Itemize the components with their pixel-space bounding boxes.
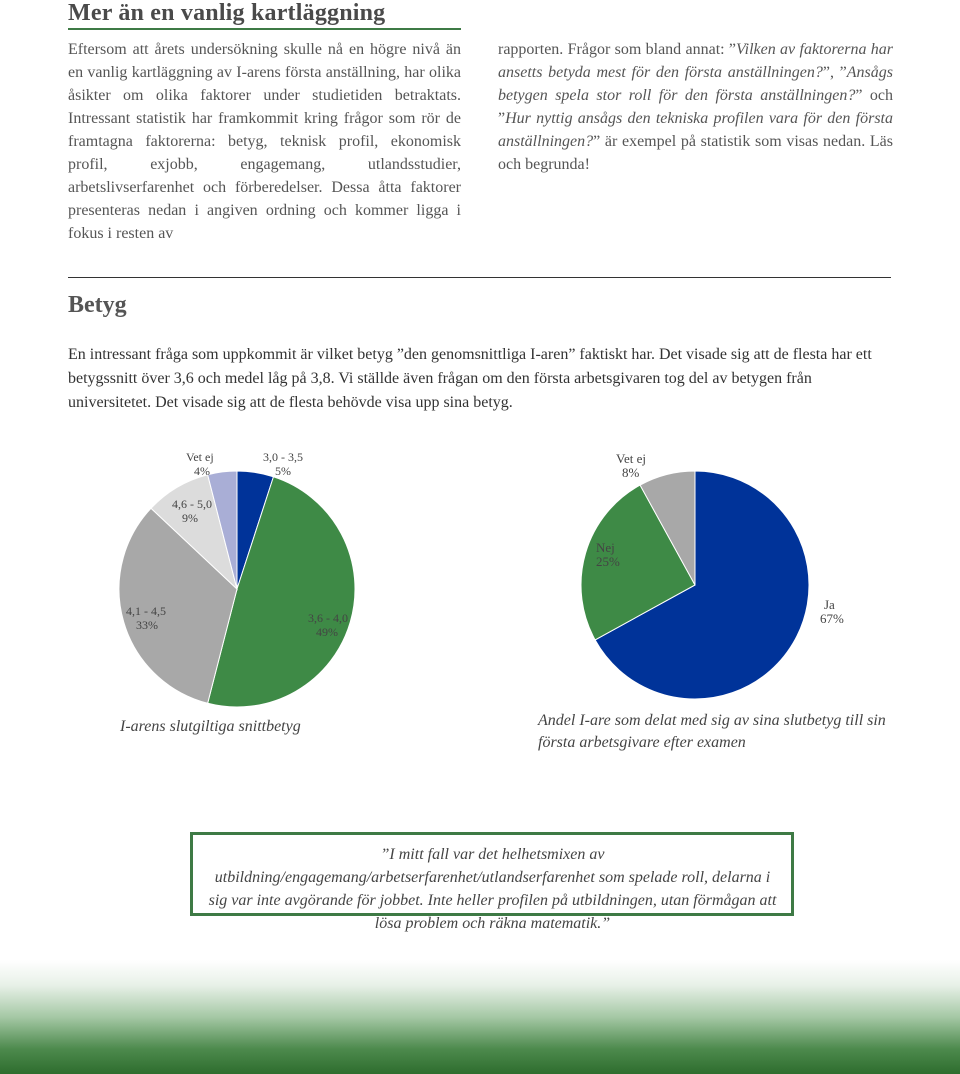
heading-underline xyxy=(68,28,461,30)
intro-text-c: ” och ” xyxy=(498,87,893,127)
intro-question-2: Ansågs betygen spela stor roll för den första anställningen? xyxy=(498,64,893,104)
pie2-label-ja-pct: 67% xyxy=(820,611,844,626)
pie1-label-vet-ej-name: Vet ej xyxy=(186,450,214,464)
pie1-label-4-6 xyxy=(172,497,212,525)
pie2-label-vet-ej xyxy=(616,452,646,480)
pie-chart-snittbetyg xyxy=(118,470,358,710)
intro-text-b: ”, ” xyxy=(822,64,847,81)
pie1-caption: I-arens slutgiltiga snittbetyg xyxy=(120,718,301,735)
pie1-label-3-6-name: 3,6 - 4,0 xyxy=(308,611,348,625)
quote-text: ”I mitt fall var det helhetsmixen av utbildning/engagemang/arbetserfarenhet/utlandserfarenhet som spelade roll, delarna i sig var inte avgörande för jobbet. Inte heller profilen på utbildningen, utan förmågan att lösa problem och räkna matematik.” xyxy=(208,846,777,932)
pie1-label-3-0-pct: 5% xyxy=(275,464,291,478)
intro-column-right xyxy=(498,38,893,176)
intro-paragraph-right xyxy=(498,38,893,176)
intro-column-left xyxy=(68,38,461,245)
intro-question-1: Vilken av faktorerna har ansetts betyda mest för den första anställningen? xyxy=(498,41,894,81)
pie1-label-3-6-pct: 49% xyxy=(316,625,338,639)
footer-gradient-band xyxy=(0,960,960,1074)
pie1-label-3-6 xyxy=(308,611,348,639)
pie2-label-ja-name: Ja xyxy=(824,597,835,612)
pie1-label-4-1-pct: 33% xyxy=(136,618,158,632)
intro-question-3: Hur nyttig ansågs den tekniska profilen vara för den första anställningen? xyxy=(498,110,893,150)
pie1-label-4-6-name: 4,6 - 5,0 xyxy=(172,497,212,511)
pie1-label-4-1 xyxy=(126,604,166,632)
pie-chart-delat-betyg xyxy=(580,470,812,702)
section-divider xyxy=(68,277,891,278)
pie2-label-nej-name: Nej xyxy=(596,540,615,555)
pie2-label-vet-ej-pct: 8% xyxy=(622,465,640,480)
pie2-label-nej xyxy=(596,541,620,569)
pie1-label-3-0 xyxy=(263,450,303,478)
pie2-label-ja xyxy=(820,598,844,626)
pie2-label-vet-ej-name: Vet ej xyxy=(616,451,646,466)
pie1-label-vet-ej-pct: 4% xyxy=(194,464,210,478)
section-paragraph: En intressant fråga som uppkommit är vilket betyg ”den genomsnittliga I-aren” faktiskt har. Det visade sig att de flesta har ett betygssnitt över 3,6 och medel låg på 3,8. Vi ställde även frågan om den första arbetsgivaren tog del av betygen från universitetet. Det visade sig att de flesta behövde visa upp sina betyg. xyxy=(68,346,872,411)
pie2-label-nej-pct: 25% xyxy=(596,554,620,569)
page-heading: Mer än en vanlig kartläggning xyxy=(68,0,386,26)
section-heading: Betyg xyxy=(68,292,127,318)
intro-paragraph-left: Eftersom att årets undersökning skulle nå en högre nivå än en vanlig kartläggning av I-arens första anställning, har olika åsikter om olika faktorer under studietiden betraktats. Intressant statistik har framkommit kring frågor som rör de framtagna faktorerna: betyg, teknisk profil, ekonomisk profil, exjobb, engagemang, utlandsstudier, arbetslivserfarenhet och förberedelser. Dessa åtta faktorer presenteras nedan i angiven ordning och kommer ligga i fokus i resten av xyxy=(68,41,461,242)
intro-text-d: ” är exempel på statistik som visas nedan. Läs och begrunda! xyxy=(498,133,893,173)
pie1-label-vet-ej xyxy=(186,450,214,478)
pie1-label-4-1-name: 4,1 - 4,5 xyxy=(126,604,166,618)
pie1-label-4-6-pct: 9% xyxy=(182,511,198,525)
pie2-caption: Andel I-are som delat med sig av sina slutbetyg till sin första arbetsgivare efter examen xyxy=(538,712,886,751)
pie1-label-3-0-name: 3,0 - 3,5 xyxy=(263,450,303,464)
intro-text-a: rapporten. Frågor som bland annat: ” xyxy=(498,41,737,58)
